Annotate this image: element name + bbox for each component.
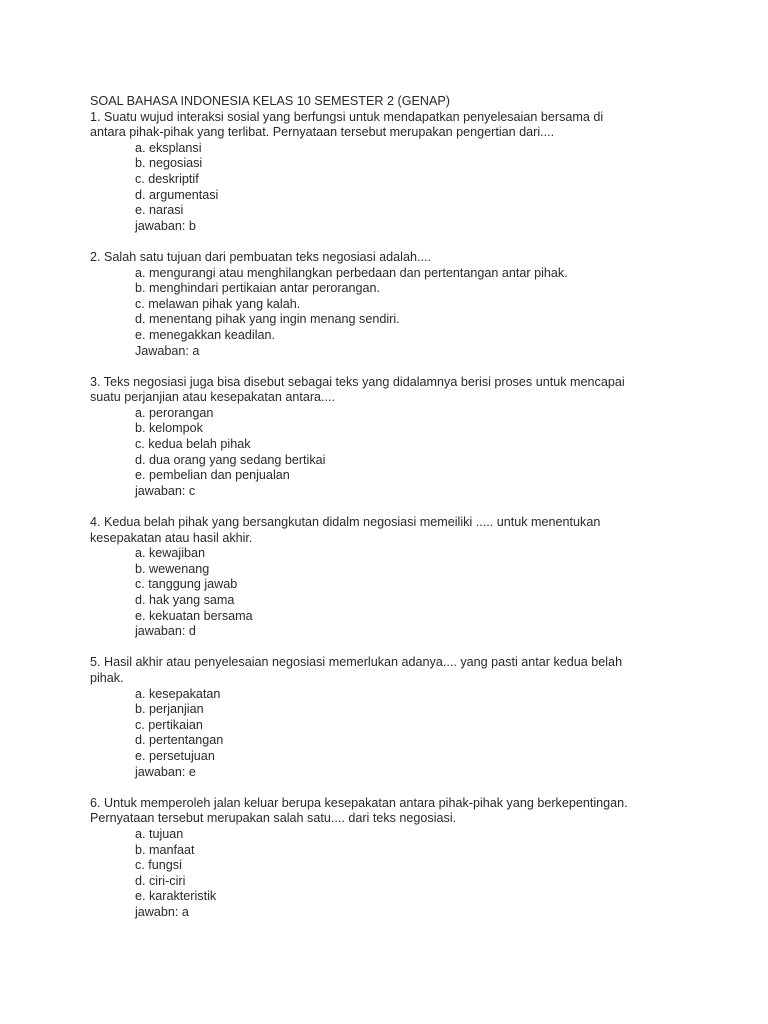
option-b: b. manfaat: [135, 842, 195, 857]
option-c: c. fungsi: [135, 858, 182, 873]
option-a: a. mengurangi atau menghilangkan perbedaan dan pertentangan antar pihak.: [135, 265, 568, 280]
option-b: b. kelompok: [135, 421, 203, 436]
option-e: e. narasi: [135, 203, 184, 218]
option-d: d. hak yang sama: [135, 593, 235, 607]
option-a: a. tujuan: [135, 826, 184, 841]
answer-key: jawaban: c: [135, 483, 196, 498]
question-text: 6. Untuk memperoleh jalan keluar berupa kesepakatan antara pihak-pihak yang berkepentingan. Pernyataan tersebut merupakan salah satu.... dari teks negosiasi.: [90, 795, 628, 826]
document-title: SOAL BAHASA INDONESIA KELAS 10 SEMESTER 2 (GENAP): [90, 94, 450, 108]
option-e: e. kekuatan bersama: [135, 608, 253, 623]
answer-key: Jawaban: a: [135, 343, 200, 358]
answer-key: jawaban: e: [135, 764, 196, 779]
option-e: e. karakteristik: [135, 889, 217, 904]
option-b: b. perjanjian: [135, 702, 204, 717]
answer-key: jawabn: a: [135, 904, 189, 919]
option-d: d. dua orang yang sedang bertikai: [135, 452, 326, 467]
option-d: d. pertentangan: [135, 733, 224, 748]
option-a: a. eksplansi: [135, 140, 202, 155]
option-c: c. deskriptif: [135, 171, 199, 186]
question-3: [90, 375, 690, 500]
option-b: b. menghindari pertikaian antar perorangan.: [135, 281, 381, 296]
option-e: e. persetujuan: [135, 748, 215, 763]
option-list: [90, 141, 690, 219]
option-d: d. argumentasi: [135, 187, 219, 202]
option-d: d. menentang pihak yang ingin menang sendiri.: [135, 312, 400, 327]
question-text: 5. Hasil akhir atau penyelesaian negosiasi memerlukan adanya.... yang pasti antar kedua belah pihak.: [90, 655, 623, 685]
question-2: [90, 250, 690, 359]
option-e: e. pembelian dan penjualan: [135, 468, 290, 483]
option-c: c. pertikaian: [135, 717, 203, 732]
question-6: [90, 796, 690, 921]
answer-key: jawaban: b: [135, 218, 196, 233]
question-4: [90, 515, 690, 640]
question-text: 1. Suatu wujud interaksi sosial yang berfungsi untuk mendapatkan penyelesaian bersama di antara pihak-pihak yang terlibat. Pernyataan tersebut merupakan pengertian dari....: [90, 109, 604, 140]
option-b: b. negosiasi: [135, 156, 203, 171]
question-1: [90, 110, 690, 235]
option-a: a. kewajiban: [135, 546, 206, 561]
question-text: 2. Salah satu tujuan dari pembuatan teks negosiasi adalah....: [90, 249, 431, 264]
answer-key: jawaban: d: [135, 624, 196, 639]
question-5: [90, 655, 690, 780]
option-list: [90, 827, 690, 905]
option-c: c. tanggung jawab: [135, 577, 238, 592]
option-list: [90, 546, 690, 624]
option-a: a. kesepakatan: [135, 686, 221, 701]
question-text: 3. Teks negosiasi juga bisa disebut sebagai teks yang didalamnya berisi proses untuk mencapai suatu perjanjian atau kesepakatan antara....: [90, 374, 625, 405]
option-c: c. kedua belah pihak: [135, 437, 251, 452]
option-d: d. ciri-ciri: [135, 873, 186, 888]
option-list: [90, 406, 690, 484]
document-body: [90, 94, 690, 936]
option-c: c. melawan pihak yang kalah.: [135, 296, 301, 311]
option-list: [90, 266, 690, 344]
option-e: e. menegakkan keadilan.: [135, 327, 276, 342]
question-text: 4. Kedua belah pihak yang bersangkutan didalm negosiasi memeiliki ..... untuk menentukan kesepakatan atau hasil akhir.: [90, 515, 601, 545]
option-list: [90, 687, 690, 765]
option-b: b. wewenang: [135, 561, 210, 576]
option-a: a. perorangan: [135, 405, 214, 420]
